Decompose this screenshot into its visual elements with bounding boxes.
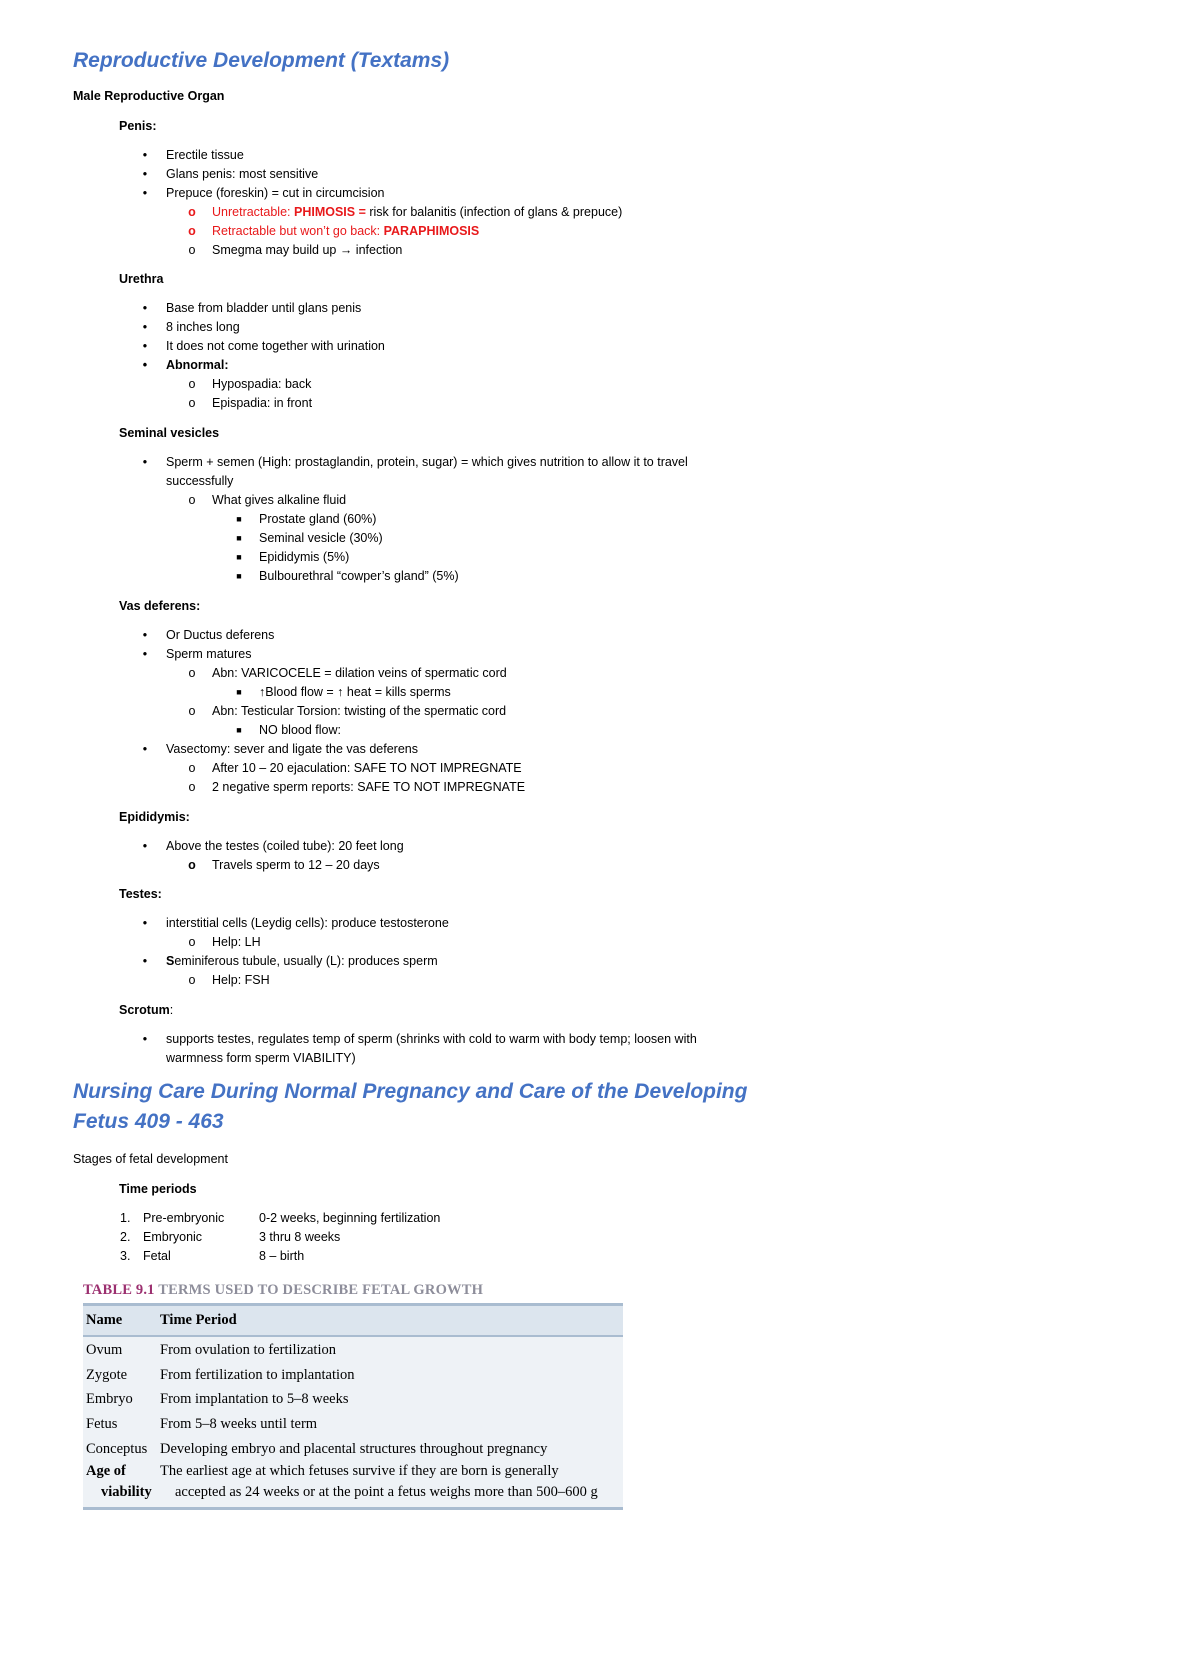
sub-bullet: o — [188, 396, 196, 410]
sub-bullet: o — [188, 973, 196, 987]
bullet: • — [142, 301, 148, 315]
bullet: • — [142, 1032, 148, 1046]
list-item-paraphimosis: Retractable but won’t go back: PARAPHIMOSIS — [212, 224, 480, 238]
list-item: Bulbourethral “cowper’s gland” (5%) — [259, 569, 459, 583]
column-header-name: Name — [86, 1312, 123, 1328]
bullet: • — [142, 839, 148, 853]
bullet: • — [142, 186, 148, 200]
list-item: Hypospadia: back — [212, 377, 312, 391]
numbered-item-number: 3. — [120, 1249, 131, 1263]
list-item: Abn: VARICOCELE = dilation veins of spermatic cord — [212, 666, 507, 680]
sub-bullet: o — [188, 224, 196, 238]
numbered-item-number: 2. — [120, 1230, 131, 1244]
table-cell-period: From fertilization to implantation — [160, 1367, 355, 1383]
subheading-epididymis: Epididymis: — [119, 810, 190, 824]
square-bullet: ■ — [236, 687, 242, 697]
sub-bullet: o — [188, 205, 196, 219]
bullet: • — [142, 455, 148, 469]
list-item: Help: LH — [212, 935, 261, 949]
table-title: TABLE 9.1 TERMS USED TO DESCRIBE FETAL GROWTH — [83, 1282, 484, 1298]
subheading-scrotum: Scrotum: — [119, 1003, 174, 1017]
table-cell-name: viability — [101, 1484, 152, 1500]
bullet: • — [142, 358, 148, 372]
subheading-vas-deferens: Vas deferens: — [119, 599, 201, 613]
sub-bullet: o — [188, 858, 196, 872]
stages-text: Stages of fetal development — [73, 1152, 228, 1166]
numbered-item-number: 1. — [120, 1211, 131, 1225]
list-item: After 10 – 20 ejaculation: SAFE TO NOT IMPREGNATE — [212, 761, 522, 775]
table-cell-period: From ovulation to fertilization — [160, 1342, 336, 1358]
list-item: Travels sperm to 12 – 20 days — [212, 858, 380, 872]
list-item: Seminiferous tubule, usually (L): produces sperm — [166, 954, 438, 968]
list-item: Vasectomy: sever and ligate the vas deferens — [166, 742, 418, 756]
bullet: • — [142, 148, 148, 162]
list-item-phimosis: Unretractable: PHIMOSIS = risk for balanitis (infection of glans & prepuce) — [212, 205, 623, 219]
bullet: • — [142, 916, 148, 930]
list-item: 8 inches long — [166, 320, 240, 334]
table-cell-period: From 5–8 weeks until term — [160, 1416, 318, 1432]
square-bullet: ■ — [236, 571, 242, 581]
section-title-line1: Nursing Care During Normal Pregnancy and Care of the Developing — [73, 1080, 748, 1103]
list-item: What gives alkaline fluid — [212, 493, 347, 507]
list-item: supports testes, regulates temp of sperm (shrinks with cold to warm with body temp; loosen with warmness form sperm VIABILITY) — [166, 1032, 697, 1065]
list-item: NO blood flow: — [259, 723, 341, 737]
square-bullet: ■ — [236, 533, 242, 543]
subheading-testes: Testes: — [119, 887, 162, 901]
bullet: • — [142, 628, 148, 642]
list-item: ↑Blood flow = ↑ heat = kills sperms — [259, 685, 451, 699]
table-cell-period: From implantation to 5–8 weeks — [160, 1391, 349, 1407]
subheading-penis: Penis: — [119, 119, 157, 133]
list-item: Seminal vesicle (30%) — [259, 531, 383, 545]
subheading-time-periods: Time periods — [119, 1182, 197, 1196]
table-cell-name: Fetus — [86, 1416, 118, 1432]
sub-bullet: o — [188, 377, 196, 391]
sub-bullet: o — [188, 761, 196, 775]
list-item: Sperm + semen (High: prostaglandin, protein, sugar) = which gives nutrition to allow it to travel successfully — [166, 455, 688, 488]
table-cell-period: The earliest age at which fetuses survive if they are born is generally — [160, 1463, 559, 1479]
numbered-item-desc: 8 – birth — [259, 1249, 305, 1263]
numbered-item-name: Embryonic — [143, 1230, 203, 1244]
subheading-seminal-vesicles: Seminal vesicles — [119, 426, 220, 440]
list-item: interstitial cells (Leydig cells): produce testosterone — [166, 916, 449, 930]
table-cell-period: Developing embryo and placental structures throughout pregnancy — [160, 1441, 548, 1457]
list-item: 2 negative sperm reports: SAFE TO NOT IMPREGNATE — [212, 780, 526, 794]
document-title: Reproductive Development (Textams) — [73, 49, 450, 72]
section-heading-male: Male Reproductive Organ — [73, 89, 225, 103]
square-bullet: ■ — [236, 552, 242, 562]
bullet: • — [142, 339, 148, 353]
list-item: Prostate gland (60%) — [259, 512, 377, 526]
table-cell-name: Age of — [86, 1463, 126, 1479]
list-item: Smegma may build up → infection — [212, 243, 403, 257]
list-item: Epididymis (5%) — [259, 550, 350, 564]
list-item: Base from bladder until glans penis — [166, 301, 362, 315]
sub-bullet: o — [188, 666, 196, 680]
list-item: Sperm matures — [166, 647, 252, 661]
numbered-item-desc: 3 thru 8 weeks — [259, 1230, 341, 1244]
fetal-growth-table — [83, 1303, 623, 1510]
square-bullet: ■ — [236, 725, 242, 735]
square-bullet: ■ — [236, 514, 242, 524]
sub-bullet: o — [188, 704, 196, 718]
bullet: • — [142, 954, 148, 968]
column-header-time-period: Time Period — [160, 1312, 237, 1328]
list-item: Prepuce (foreskin) = cut in circumcision — [166, 186, 385, 200]
table-cell-period: accepted as 24 weeks or at the point a fetus weighs more than 500–600 g — [175, 1484, 598, 1500]
sub-bullet: o — [188, 780, 196, 794]
bullet: • — [142, 742, 148, 756]
list-item: Epispadia: in front — [212, 396, 313, 410]
list-item: Abn: Testicular Torsion: twisting of the spermatic cord — [212, 704, 507, 718]
numbered-item-name: Pre-embryonic — [143, 1211, 225, 1225]
subheading-urethra: Urethra — [119, 272, 164, 286]
table-cell-name: Embryo — [86, 1391, 133, 1407]
list-item: Erectile tissue — [166, 148, 244, 162]
bullet: • — [142, 647, 148, 661]
table-rule — [83, 1507, 623, 1510]
bullet: • — [142, 320, 148, 334]
list-item: It does not come together with urination — [166, 339, 385, 353]
list-item: Abnormal: — [166, 358, 229, 372]
list-item: Help: FSH — [212, 973, 270, 987]
table-cell-name: Ovum — [86, 1342, 123, 1358]
sub-bullet: o — [188, 493, 196, 507]
sub-bullet: o — [188, 935, 196, 949]
bullet: • — [142, 167, 148, 181]
list-item: Or Ductus deferens — [166, 628, 275, 642]
table-cell-name: Conceptus — [86, 1441, 148, 1457]
sub-bullet: o — [188, 243, 196, 257]
section-title-line2: Fetus 409 - 463 — [73, 1110, 224, 1133]
list-item: Glans penis: most sensitive — [166, 167, 319, 181]
table-header — [83, 1306, 623, 1335]
numbered-item-desc: 0-2 weeks, beginning fertilization — [259, 1211, 441, 1225]
numbered-item-name: Fetal — [143, 1249, 171, 1263]
table-cell-name: Zygote — [86, 1367, 128, 1383]
list-item: Above the testes (coiled tube): 20 feet long — [166, 839, 404, 853]
table-body — [83, 1337, 623, 1507]
